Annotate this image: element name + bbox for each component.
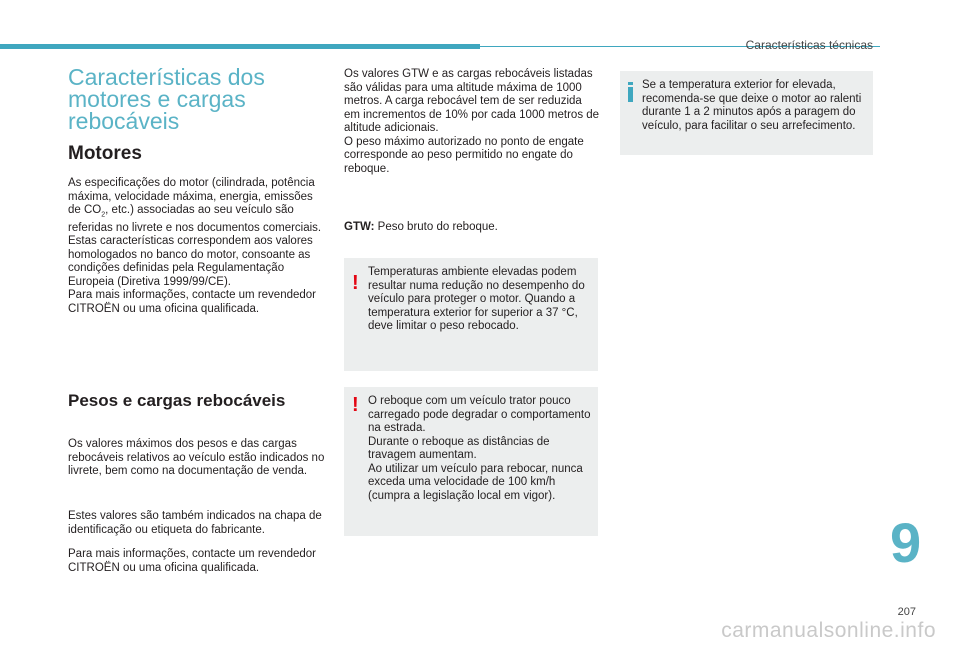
warning-text: O reboque com um veículo trator pouco carregado pode degradar o comportamento na estrada. Durante o reboque as distâncias de travagem aumentam. Ao utilizar um veículo para rebocar, nunca exceda uma velocidade de 100 km/h (cumpra a legislação local em vigor). (368, 395, 591, 502)
pesos-paragraph-3: Para mais informações, contacte um revendedor CITROËN ou uma oficina qualificada. (68, 548, 317, 574)
spec-text-part1: As especificações do motor (cilindrada, potência máxima, velocidade máxima, energia, emissões de CO (68, 177, 315, 216)
section-title: Características técnicas (745, 38, 873, 52)
warning-box-temperature (344, 258, 598, 371)
motores-heading: Motores (68, 143, 142, 164)
page-title: Características dos motores e cargas rebocáveis (68, 64, 265, 134)
exclamation-icon: ! (352, 394, 359, 416)
info-text: Se a temperatura exterior for elevada, recomenda-se que deixe o motor ao ralenti durante 1 a 2 minutos após a paragem do veículo, para facilitar o seu arrefecimento. (642, 79, 862, 132)
pesos-paragraph-1: Os valores máximos dos pesos e das cargas rebocáveis relativos ao veículo estão indicados no livrete, bem como na documentação de venda. (68, 438, 325, 477)
pesos-paragraph-2: Estes valores são também indicados na chapa de identificação ou etiqueta do fabricante. (68, 510, 322, 536)
gtw-definition (344, 221, 600, 235)
page-number: 207 (897, 606, 916, 618)
watermark: carmanualsonline.info (721, 619, 936, 642)
header-accent-bar (0, 44, 480, 49)
pesos-heading: Pesos e cargas rebocáveis (68, 391, 286, 410)
chapter-number: 9 (890, 511, 922, 574)
gtw-definition-text: Peso bruto do reboque. (374, 221, 498, 233)
warning-box-towing (344, 387, 598, 536)
gtw-term: GTW: (344, 221, 375, 233)
exclamation-icon: ! (352, 272, 359, 294)
motores-spec-text (68, 177, 328, 316)
gtw-text: Os valores GTW e as cargas rebocáveis listadas são válidas para uma altitude máxima de 1000 metros. A carga rebocável tem de ser reduzida em incrementos de 10% por cada 1000 metros de altitude adicionais. O peso máximo autorizado no ponto de engate corresponde ao peso permitido no engate do reboque. (344, 68, 600, 175)
info-box-cooling (620, 71, 873, 155)
info-icon (627, 82, 634, 102)
spec-text-part2: , etc.) associadas ao seu veículo são referidas no livrete e nos documentos comerciais. Estas características correspondem aos valores homologados no banco do motor, consoante as condições definidas pela Regulamentação Europeia (Diretiva 1999/99/CE). Para mais informações, contacte um revendedor CITROËN ou uma oficina qualificada. (68, 204, 322, 315)
warning-text: Temperaturas ambiente elevadas podem resultar numa redução no desempenho do veículo para proteger o motor. Quando a temperatura exterior for superior a 37 °C, deve limitar o peso rebocado. (368, 266, 585, 332)
co2-subscript: 2 (101, 211, 106, 219)
